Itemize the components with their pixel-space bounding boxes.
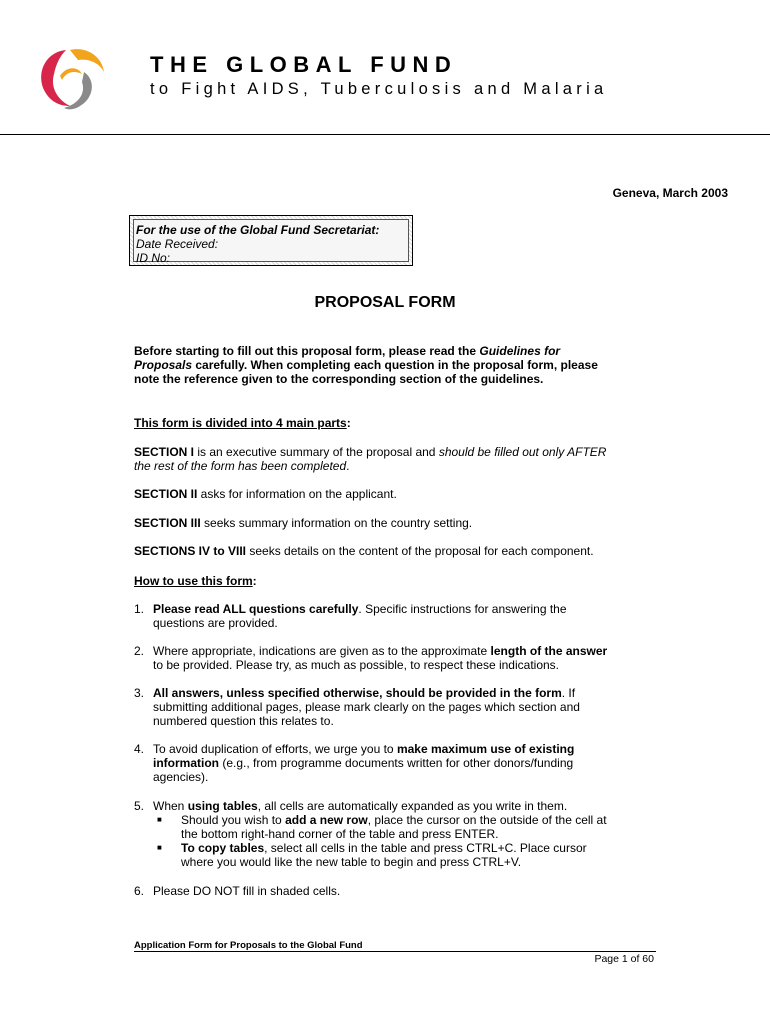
bullet-2-bold: To copy tables [181,841,265,855]
section-3-text: seeks summary information on the country setting. [200,516,473,530]
item-1-text-a: . Specific instructions for answering the [358,602,567,616]
parts-heading [134,416,654,430]
secretariat-box-content [133,219,409,265]
section-4-label: SECTIONS IV to VIII [134,544,247,558]
bullet-item [153,841,658,855]
brand-subtitle: to Fight AIDS, Tuberculosis and Malaria [150,80,608,98]
list-number: 2. [134,644,145,658]
intro-text-1: Before starting to fill out this proposal form, please read the [134,344,480,358]
section-1-text: is an executive summary of the proposal and [194,445,439,459]
bullet-item-continued [153,855,658,869]
logo-grey-arc [64,72,92,109]
logo-gold-inner [60,68,82,80]
section-3-description [134,516,654,530]
howto-heading-colon: : [252,574,257,588]
item-4-text-c: agencies). [153,770,209,784]
section-1-italic-a: should be filled out only AFTER [438,445,607,459]
list-number: 1. [134,602,145,616]
item-1-text-b: questions are provided. [153,616,278,630]
item-3-bold: All answers, unless specified otherwise, should be provided in the form [153,686,562,700]
date-line: Geneva, March 2003 [612,186,728,200]
item-5-bold: using tables [187,799,258,813]
global-fund-logo [30,36,112,118]
item-2-bold: length of the answer [490,644,608,658]
id-no-label: ID No: [136,251,171,265]
bullet-2-text-a: , select all cells in the table and press CTRL+C. Place cursor [264,841,587,855]
item-2-pre: Where appropriate, indications are given as to the approximate [153,644,491,658]
section-4-description [134,544,654,558]
howto-heading-text: How to use this form [134,574,253,588]
guidelines-ref-a: Guidelines for [479,344,561,358]
bullet-1-bold: add a new row [285,813,368,827]
item-1-bold: Please read ALL questions carefully [153,602,359,616]
logo-red-arc [41,50,70,106]
bullet-item-continued [153,827,658,841]
intro-text-3: note the reference given to the corresponding section of the guidelines. [134,372,544,386]
item-6-text: Please DO NOT fill in shaded cells. [153,884,341,898]
item-4-text-b: (e.g., from programme documents written for other donors/funding [219,756,574,770]
date-received-label: Date Received: [136,237,219,251]
section-1-end: . [346,459,350,473]
section-4-text: seeks details on the content of the proposal for each component. [246,544,594,558]
item-2-text-b: to be provided. Please try, as much as possible, to respect these indications. [153,658,559,672]
section-2-text: asks for information on the applicant. [197,487,397,501]
brand-title: THE GLOBAL FUND [150,52,458,77]
page-number: Page 1 of 60 [594,953,654,965]
item-3-text-c: numbered question this relates to. [153,714,334,728]
item-4-bold-b: information [153,756,219,770]
footer-title: Application Form for Proposals to the Global Fund [134,940,363,951]
bullet-square-icon: ■ [157,815,162,824]
footer-divider [134,951,656,952]
bullet-1-text-a: , place the cursor on the outside of the cell at [367,813,607,827]
logo-swirl-icon [30,36,112,118]
intro-paragraph [134,344,654,386]
parts-heading-colon: : [346,416,351,430]
bullet-1-text-b: the bottom right-hand corner of the table and press ENTER. [181,827,499,841]
item-3-text-a: . If [561,686,576,700]
section-2-label: SECTION II [134,487,198,501]
section-1-label: SECTION I [134,445,195,459]
section-2-description [134,487,654,501]
list-number: 5. [134,799,145,813]
bullet-1-pre: Should you wish to [181,813,286,827]
bullet-2-text-b: where you would like the new table to begin and press CTRL+V. [181,855,522,869]
header-divider [0,134,770,135]
guidelines-ref-b: Proposals [134,358,193,372]
item-4-pre: To avoid duplication of efforts, we urge you to [153,742,397,756]
bullet-square-icon: ■ [157,843,162,852]
list-number: 3. [134,686,145,700]
bullet-item [153,813,658,827]
intro-text-2: carefully. When completing each question in the proposal form, please [192,358,598,372]
item-4-bold-a: make maximum use of existing [396,742,575,756]
howto-heading [134,574,654,588]
item-3-text-b: submitting additional pages, please mark clearly on the pages which section and [153,700,580,714]
item-5-text-a: , all cells are automatically expanded as you write in them. [257,799,568,813]
parts-heading-text: This form is divided into 4 main parts [134,416,347,430]
list-number: 4. [134,742,145,756]
list-number: 6. [134,884,145,898]
section-3-label: SECTION III [134,516,201,530]
secretariat-heading: For the use of the Global Fund Secretariat: [136,223,380,237]
section-1-italic-b: the rest of the form has been completed [134,459,347,473]
item-5-pre: When [153,799,188,813]
secretariat-box [129,215,413,266]
page-title: PROPOSAL FORM [314,294,456,311]
section-1-description [134,445,654,473]
